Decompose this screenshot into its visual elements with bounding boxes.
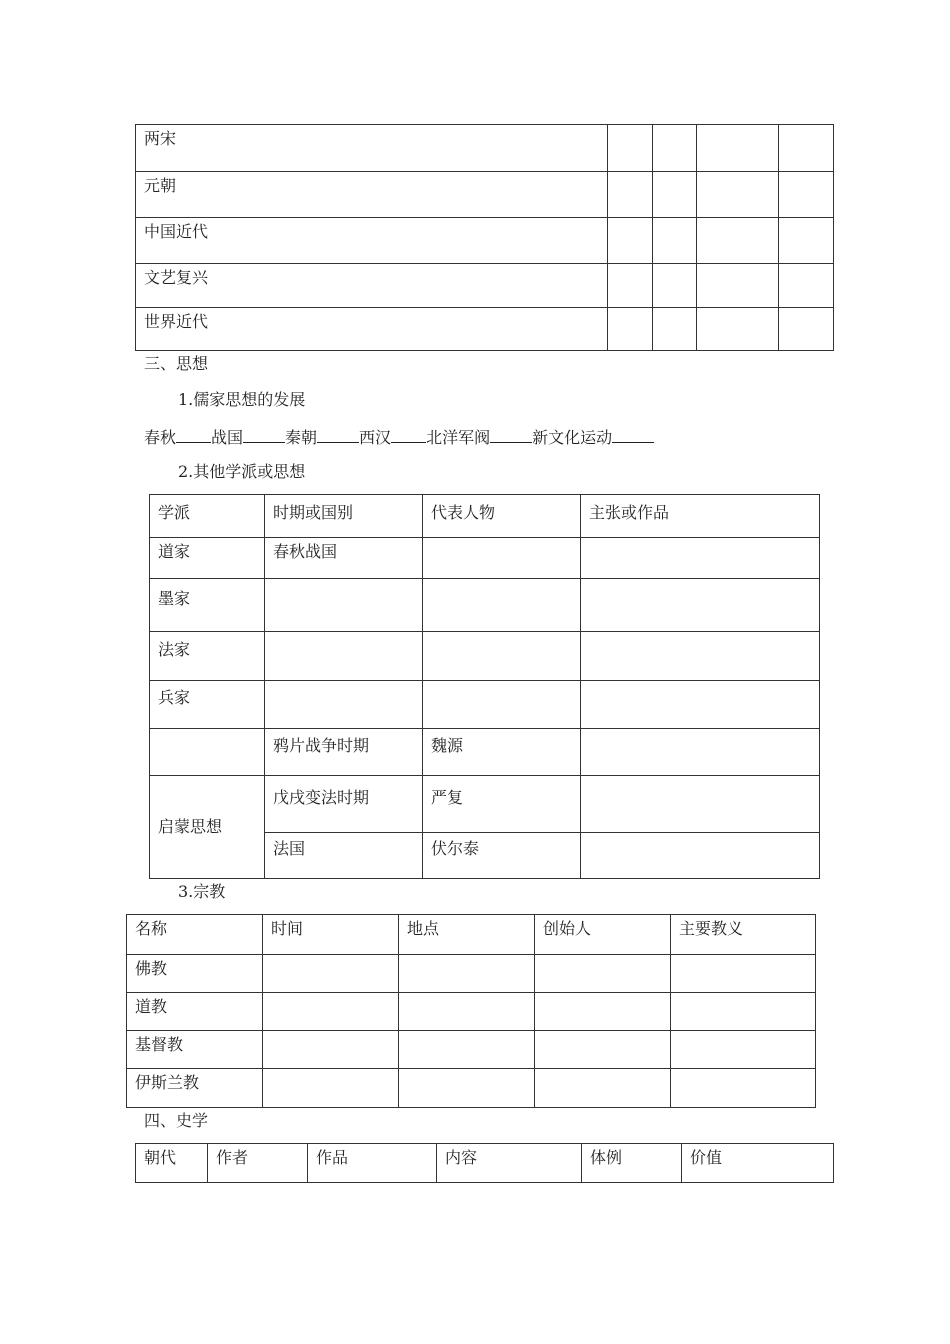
header-cell: 时期或国别 xyxy=(265,495,423,538)
header-cell: 创始人 xyxy=(535,915,671,955)
chain-item: 西汉 xyxy=(359,428,392,447)
person-cell: 魏源 xyxy=(423,729,581,776)
header-cell: 体例 xyxy=(582,1144,682,1183)
schools-table xyxy=(149,494,820,879)
period-cell: 法国 xyxy=(265,833,423,879)
period-cell[interactable] xyxy=(265,681,423,729)
section-heading-history: 四、史学 xyxy=(144,1111,209,1130)
table-row xyxy=(136,125,834,172)
work-cell[interactable] xyxy=(581,776,820,833)
school-cell: 法家 xyxy=(150,632,265,681)
religion-cell: 道教 xyxy=(127,993,263,1031)
header-cell: 价值 xyxy=(682,1144,834,1183)
subheading-religion: 3.宗教 xyxy=(178,882,226,901)
subheading-confucian: 1.儒家思想的发展 xyxy=(178,390,306,409)
work-cell[interactable] xyxy=(581,579,820,632)
work-cell[interactable] xyxy=(581,538,820,579)
header-cell: 作者 xyxy=(208,1144,308,1183)
chain-item: 秦朝 xyxy=(285,428,318,447)
table-row xyxy=(136,172,834,218)
school-cell-enlightenment: 启蒙思想 xyxy=(150,776,265,879)
religion-cell: 基督教 xyxy=(127,1031,263,1069)
school-cell: 墨家 xyxy=(150,579,265,632)
table-row xyxy=(150,729,820,776)
confucian-chain xyxy=(144,426,654,448)
chain-item: 战国 xyxy=(211,428,244,447)
era-cell: 元朝 xyxy=(136,172,608,218)
fill-blank[interactable] xyxy=(612,426,654,443)
work-cell[interactable] xyxy=(581,729,820,776)
period-cell: 鸦片战争时期 xyxy=(265,729,423,776)
table-row xyxy=(150,579,820,632)
table-row xyxy=(150,681,820,729)
header-cell: 主要教义 xyxy=(671,915,816,955)
fill-blank[interactable] xyxy=(243,426,285,443)
header-cell: 朝代 xyxy=(136,1144,208,1183)
fill-blank[interactable] xyxy=(391,426,426,443)
chain-item: 北洋军阀 xyxy=(426,428,491,447)
school-cell: 兵家 xyxy=(150,681,265,729)
header-cell: 学派 xyxy=(150,495,265,538)
period-cell[interactable] xyxy=(265,632,423,681)
person-cell: 伏尔泰 xyxy=(423,833,581,879)
work-cell[interactable] xyxy=(581,833,820,879)
table-row xyxy=(136,308,834,351)
religion-cell: 伊斯兰教 xyxy=(127,1069,263,1108)
chain-item: 新文化运动 xyxy=(532,428,613,447)
history-table xyxy=(135,1143,834,1183)
person-cell[interactable] xyxy=(423,579,581,632)
table-header-row xyxy=(150,495,820,538)
header-cell: 名称 xyxy=(127,915,263,955)
table-row xyxy=(127,1031,816,1069)
header-cell: 内容 xyxy=(437,1144,582,1183)
era-cell: 两宋 xyxy=(136,125,608,172)
table-row xyxy=(150,632,820,681)
table-row xyxy=(150,538,820,579)
period-cell: 春秋战国 xyxy=(265,538,423,579)
work-cell[interactable] xyxy=(581,632,820,681)
header-cell: 地点 xyxy=(399,915,535,955)
person-cell: 严复 xyxy=(423,776,581,833)
subheading-schools: 2.其他学派或思想 xyxy=(178,462,306,481)
table-row xyxy=(136,218,834,264)
fill-blank[interactable] xyxy=(490,426,532,443)
header-cell: 作品 xyxy=(308,1144,437,1183)
person-cell[interactable] xyxy=(423,681,581,729)
table-row xyxy=(150,776,820,833)
era-cell: 文艺复兴 xyxy=(136,264,608,308)
table-row xyxy=(127,1069,816,1108)
period-cell[interactable] xyxy=(265,579,423,632)
header-cell: 主张或作品 xyxy=(581,495,820,538)
era-table xyxy=(135,124,834,351)
table-row xyxy=(127,993,816,1031)
table-row xyxy=(127,955,816,993)
fill-blank[interactable] xyxy=(176,426,211,443)
table-row xyxy=(136,264,834,308)
chain-item: 春秋 xyxy=(144,428,177,447)
person-cell[interactable] xyxy=(423,538,581,579)
era-cell: 世界近代 xyxy=(136,308,608,351)
table-header-row xyxy=(127,915,816,955)
era-cell: 中国近代 xyxy=(136,218,608,264)
table-header-row xyxy=(136,1144,834,1183)
header-cell: 时间 xyxy=(263,915,399,955)
header-cell: 代表人物 xyxy=(423,495,581,538)
period-cell: 戊戌变法时期 xyxy=(265,776,423,833)
school-cell[interactable] xyxy=(150,729,265,776)
person-cell[interactable] xyxy=(423,632,581,681)
fill-blank[interactable] xyxy=(317,426,359,443)
section-heading-thought: 三、思想 xyxy=(144,354,209,373)
religion-table xyxy=(126,914,816,1108)
school-cell: 道家 xyxy=(150,538,265,579)
religion-cell: 佛教 xyxy=(127,955,263,993)
work-cell[interactable] xyxy=(581,681,820,729)
